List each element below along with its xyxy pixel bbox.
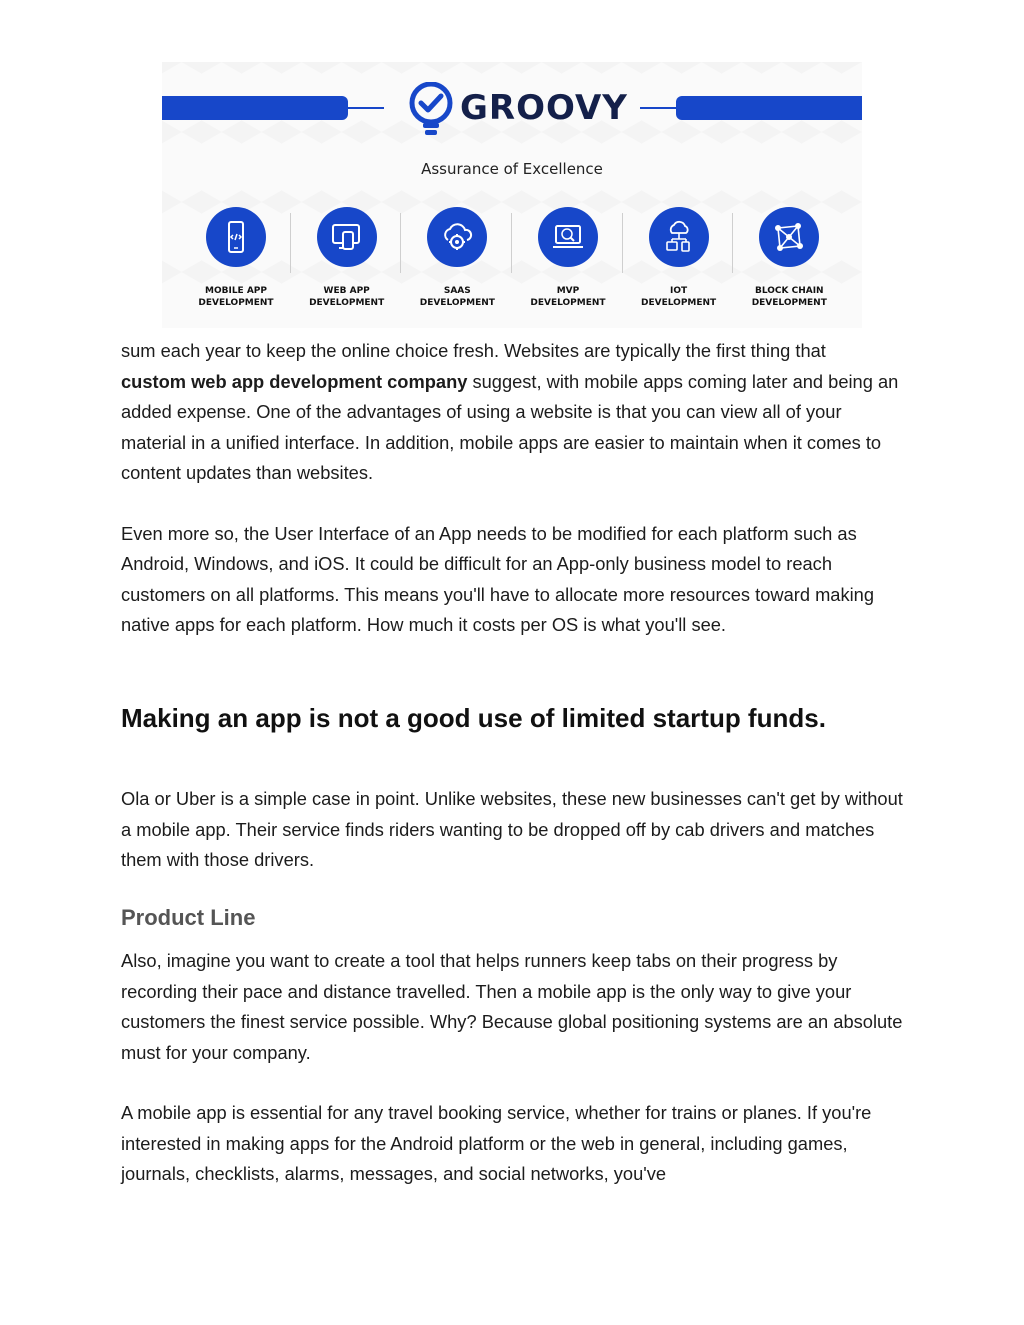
banner-right-line: [640, 107, 676, 109]
body-text-top: [121, 336, 911, 641]
service-iot: [623, 207, 734, 317]
service-label: SAAS DEVELOPMENT: [419, 286, 495, 308]
mobile-code-icon: [219, 220, 253, 254]
service-label: BLOCK CHAIN DEVELOPMENT: [751, 286, 827, 308]
paragraph: Even more so, the User Interface of an App needs to be modified for each platform such as Android, Windows, and iOS. It could be difficult for an App-only business model to reach customers on all platforms. This means you'll have to allocate more resources toward making native apps for each platform. How much it costs per OS is what you'll see.: [121, 522, 875, 635]
service-label: IOT DEVELOPMENT: [641, 286, 717, 308]
services-row: [180, 207, 844, 317]
service-web-app: [291, 207, 402, 317]
paragraph: Also, imagine you want to create a tool that helps runners keep tabs on their progress by recording their pace and distance travelled. Then a mobile app is the only way to give your customers the finest service possible. Why? Because global positioning systems are an absolute must for your company.: [121, 950, 903, 1063]
brand-name: GROOVY: [460, 88, 628, 128]
banner-left-bar: [162, 96, 348, 120]
paragraph: A mobile app is essential for any travel booking service, whether for trains or planes. If you're interested in making apps for the Android platform or the web in general, including games, journals, checklists, alarms, messages, and social networks, you've: [121, 1102, 872, 1184]
service-label: MOBILE APP DEVELOPMENT: [198, 286, 274, 308]
blockchain-network-icon: [772, 220, 806, 254]
service-mvp: [512, 207, 623, 317]
subsection-heading: Product Line: [121, 905, 256, 930]
cloud-gear-icon: [440, 220, 474, 254]
groovy-banner: [162, 62, 862, 328]
banner-right-bar: [676, 96, 862, 120]
section-heading: Making an app is not a good use of limited startup funds.: [121, 703, 826, 733]
brand-tagline: Assurance of Excellence: [421, 160, 603, 178]
paragraph: sum each year to keep the online choice fresh. Websites are typically the first thing that custom web app development company suggest, with mobile apps coming later and being an added expense. One of the advantages of using a website is that you can view all of your material in a unified interface. In addition, mobile apps are easier to maintain when it comes to content updates than websites.: [121, 340, 899, 483]
service-label: MVP DEVELOPMENT: [530, 286, 606, 308]
body-text-middle: [121, 784, 911, 876]
mvp-laptop-icon: [551, 220, 585, 254]
paragraph: Ola or Uber is a simple case in point. Unlike websites, these new businesses can't get by without a mobile app. Their service finds riders wanting to be dropped off by cab drivers and matches them with those drivers.: [121, 788, 903, 870]
groovy-logo-bulb-icon: [408, 82, 454, 138]
body-text-bottom: [121, 946, 911, 1190]
iot-cloud-icon: [662, 220, 696, 254]
banner-left-line: [348, 107, 384, 109]
web-app-icon: [330, 220, 364, 254]
service-label: WEB APP DEVELOPMENT: [309, 286, 385, 308]
service-saas: [401, 207, 512, 317]
service-mobile-app: [180, 207, 291, 317]
service-blockchain: [733, 207, 844, 317]
bold-link-text: custom web app development company: [121, 370, 468, 392]
